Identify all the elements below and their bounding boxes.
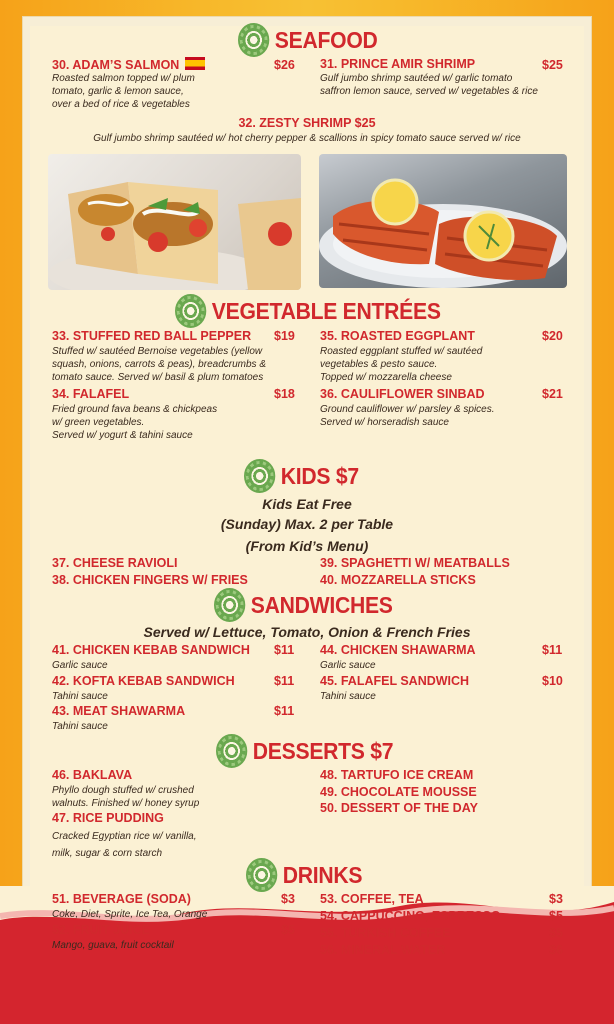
menu-item-name: 39. SPAGHETTI W/ MEATBALLS bbox=[320, 556, 510, 570]
menu-item-name: 32. ZESTY SHRIMP $25 bbox=[238, 116, 376, 130]
menu-item-name: 52. FRUIT JUICE bbox=[52, 923, 150, 937]
menu-item-price: $6 bbox=[549, 943, 563, 957]
menu-item-desc: Mango, guava, fruit cocktail bbox=[52, 940, 174, 951]
section-heading-seafood bbox=[238, 23, 378, 57]
menu-item-desc bbox=[52, 345, 266, 384]
menu-item-name: 41. CHICKEN KEBAB SANDWICH bbox=[52, 643, 250, 657]
menu-item-price: $3 bbox=[549, 892, 563, 906]
menu-item-price: $19 bbox=[274, 329, 295, 343]
desc-line: Ground cauliflower w/ parsley & spices. bbox=[320, 404, 495, 415]
desc-line: vegetables & pesto sauce. bbox=[320, 359, 438, 370]
desc-line: Stuffed w/ sautéed Bernoise vegetables (yellow bbox=[52, 346, 263, 357]
menu-item-name: 43. MEAT SHAWARMA bbox=[52, 704, 186, 718]
desc-line: Gulf jumbo shrimp sautéed w/ garlic tomato bbox=[320, 73, 513, 84]
section-heading-desserts bbox=[216, 734, 393, 768]
sandwiches-note: Served w/ Lettuce, Tomato, Onion & French Fries bbox=[143, 624, 471, 640]
menu-item-desc: Coke, Diet, Sprite, Ice Tea, Orange bbox=[52, 909, 208, 920]
desc-line: tomato sauce. Served w/ basil & plum tomatoes bbox=[52, 372, 264, 383]
menu-item-name: 50. DESSERT OF THE DAY bbox=[320, 801, 478, 815]
menu-item-desc: Tahini sauce bbox=[52, 691, 108, 702]
menu-item-desc: Garlic sauce bbox=[320, 660, 376, 671]
menu-item-name: 31. PRINCE AMIR SHRIMP bbox=[320, 57, 476, 71]
desc-line: Roasted eggplant stuffed w/ sautéed bbox=[320, 346, 483, 357]
section-title: SANDWICHES bbox=[250, 591, 393, 618]
item-label: 30. ADAM’S SALMON bbox=[52, 58, 180, 72]
menu-item-name: 48. TARTUFO ICE CREAM bbox=[320, 768, 474, 782]
menu-item-name: 46. BAKLAVA bbox=[52, 768, 133, 782]
menu-item-name: 34. FALAFEL bbox=[52, 387, 130, 401]
grilled-salmon-photo bbox=[319, 154, 567, 288]
menu-item-price: $5 bbox=[549, 926, 563, 940]
mandala-icon bbox=[175, 294, 206, 328]
mandala-icon bbox=[238, 23, 269, 57]
kids-note: (From Kid’s Menu) bbox=[245, 538, 369, 554]
menu-item-price: $21 bbox=[542, 387, 563, 401]
menu-item-name: 47. RICE PUDDING bbox=[52, 811, 164, 825]
menu-item-desc: Garlic sauce bbox=[52, 660, 108, 671]
menu-item-name: 37. CHEESE RAVIOLI bbox=[52, 556, 178, 570]
mandala-icon bbox=[216, 734, 247, 768]
menu-item-desc: Gulf jumbo shrimp sautéed w/ hot cherry pepper & scallions in spicy tomato sauce served w/ rice bbox=[93, 133, 521, 144]
desc-line: Served w/ yogurt & tahini sauce bbox=[52, 430, 193, 441]
desc-line: Served w/ horseradish sauce bbox=[320, 417, 449, 428]
desc-line: Phyllo dough stuffed w/ crushed bbox=[52, 785, 194, 796]
section-title: DESSERTS $7 bbox=[252, 737, 394, 764]
menu-item-name: 53. COFFEE, TEA bbox=[320, 892, 424, 906]
desc-line: milk, sugar & corn starch bbox=[52, 848, 163, 859]
menu-item-name: 36. CAULIFLOWER SINBAD bbox=[320, 387, 485, 401]
menu-item-price: $20 bbox=[542, 329, 563, 343]
menu-item-name bbox=[52, 57, 205, 72]
menu-item-name: 38. CHICKEN FINGERS W/ FRIES bbox=[52, 573, 248, 587]
menu-item-name: 42. KOFTA KEBAB SANDWICH bbox=[52, 674, 235, 688]
menu-item-desc bbox=[320, 72, 538, 98]
menu-item-price: $25 bbox=[542, 58, 563, 72]
mandala-icon bbox=[244, 459, 275, 493]
menu-item-desc bbox=[52, 784, 199, 810]
menu-item-price: $5 bbox=[549, 909, 563, 923]
menu-item-name: 45. FALAFEL SANDWICH bbox=[320, 674, 470, 688]
mandala-icon bbox=[246, 858, 277, 892]
menu-item-name: 44. CHICKEN SHAWARMA bbox=[320, 643, 476, 657]
section-heading-kids bbox=[244, 459, 359, 493]
menu-item-price: $3 bbox=[281, 892, 295, 906]
section-heading-sandwiches bbox=[214, 588, 393, 622]
kids-note: (Sunday) Max. 2 per Table bbox=[220, 516, 394, 532]
desc-line: Fried ground fava beans & chickpeas bbox=[52, 404, 218, 415]
section-title: DRINKS bbox=[282, 861, 363, 888]
menu-item-name: 33. STUFFED RED BALL PEPPER bbox=[52, 329, 252, 343]
menu-item-price: $10 bbox=[542, 674, 563, 688]
menu-item-name: 55. TURKISH COFFEE bbox=[320, 926, 451, 940]
kids-note: Kids Eat Free bbox=[262, 496, 352, 512]
menu-item-name: 56. MINERAL WATER bbox=[320, 943, 446, 957]
desc-line: saffron lemon sauce, served w/ vegetables & rice bbox=[320, 86, 538, 97]
menu-item-desc bbox=[320, 403, 495, 429]
menu-item-price: $11 bbox=[274, 643, 295, 657]
desc-line: squash, onions, carrots & peas), breadcrumbs & bbox=[52, 359, 266, 370]
desc-line: over a bed of rice & vegetables bbox=[52, 99, 190, 110]
menu-item-price: $11 bbox=[274, 674, 295, 688]
menu-item-price: $11 bbox=[542, 643, 563, 657]
section-title: VEGETABLE ENTRÉES bbox=[211, 297, 441, 324]
menu-item-price: $18 bbox=[274, 387, 295, 401]
menu-item-price: $11 bbox=[274, 704, 295, 718]
menu-item-name: 40. MOZZARELLA STICKS bbox=[320, 573, 476, 587]
section-heading-vegetable bbox=[175, 294, 441, 328]
desc-line: Roasted salmon topped w/ plum bbox=[52, 73, 195, 84]
menu-item-price: $5 bbox=[281, 923, 295, 937]
desc-line: tomato, garlic & lemon sauce, bbox=[52, 86, 184, 97]
chicken-wrap-photo bbox=[48, 154, 301, 290]
menu-item-desc: Tahini sauce bbox=[52, 721, 108, 732]
section-title: KIDS $7 bbox=[280, 462, 359, 489]
menu-item-name: 35. ROASTED EGGPLANT bbox=[320, 329, 475, 343]
menu-item-price: $26 bbox=[274, 58, 295, 72]
menu-item-desc bbox=[52, 403, 217, 442]
desc-line: Cracked Egyptian rice w/ vanilla, bbox=[52, 831, 197, 842]
section-heading-drinks bbox=[246, 858, 362, 892]
menu-item-desc bbox=[52, 828, 197, 862]
menu-item-desc bbox=[320, 345, 482, 384]
desc-line: w/ green vegetables. bbox=[52, 417, 145, 428]
spanish-flag-icon bbox=[185, 57, 205, 70]
menu-item-name: 49. CHOCOLATE MOUSSE bbox=[320, 785, 477, 799]
desc-line: walnuts. Finished w/ honey syrup bbox=[52, 798, 200, 809]
desc-line: Topped w/ mozzarella cheese bbox=[320, 372, 452, 383]
menu-item-desc bbox=[52, 72, 195, 111]
menu-item-desc: Tahini sauce bbox=[320, 691, 376, 702]
menu-item-name: 54. CAPPUCCINO, ESPRESSO bbox=[320, 909, 501, 923]
mandala-icon bbox=[214, 588, 245, 622]
menu-item-name: 51. BEVERAGE (SODA) bbox=[52, 892, 191, 906]
section-title: SEAFOOD bbox=[274, 26, 378, 53]
